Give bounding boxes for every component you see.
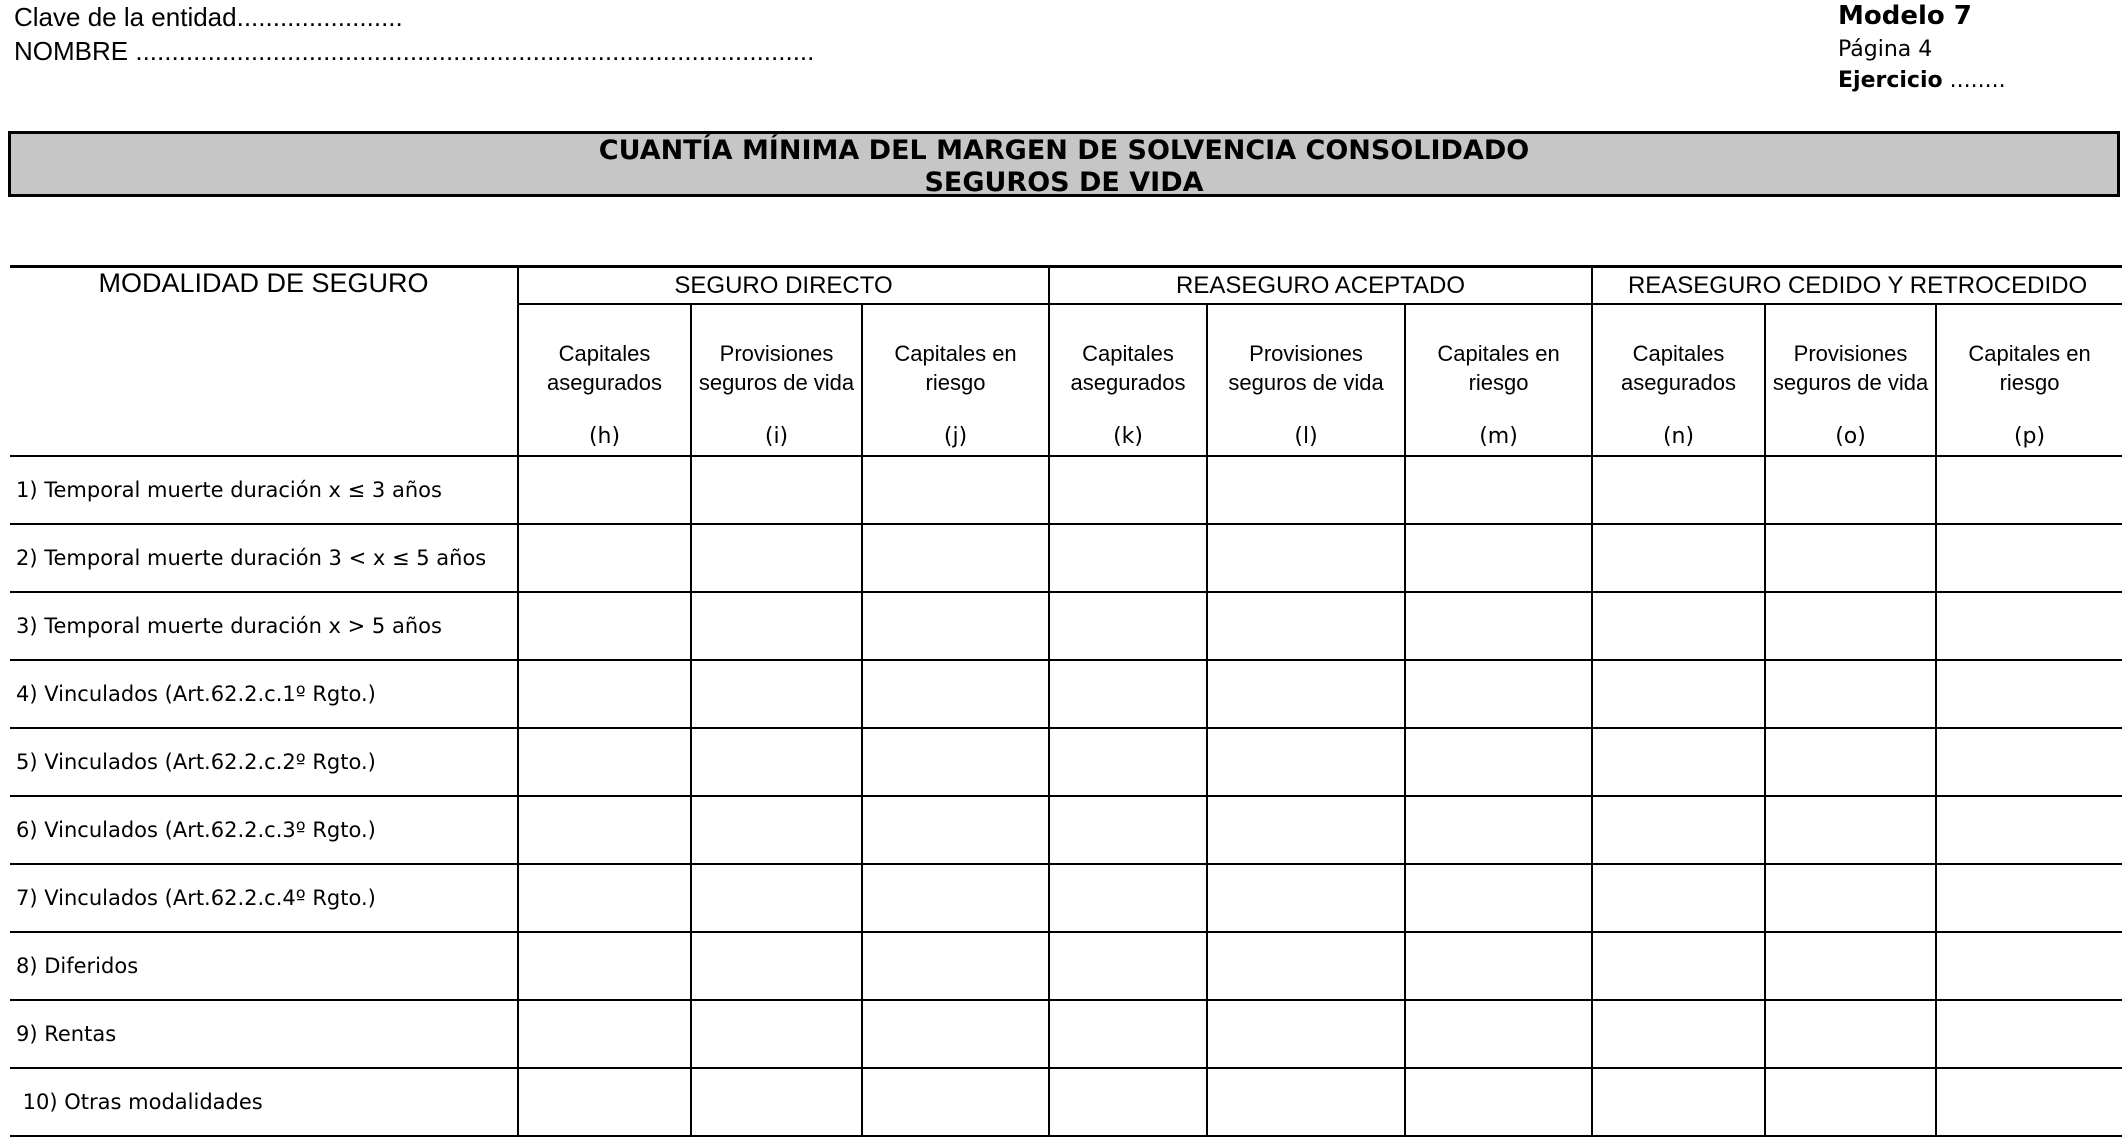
modelo-label: Modelo 7 [1838, 1, 1972, 31]
page-number: Página 4 [1838, 37, 1933, 62]
group-reaseguro-cedido: REASEGURO CEDIDO Y RETROCEDIDO [1592, 267, 2122, 305]
input-cell-p[interactable] [1936, 592, 2122, 660]
input-cell-i[interactable] [691, 456, 862, 524]
input-cell-j[interactable] [862, 796, 1049, 864]
table-row [10, 592, 2122, 660]
row-label: 8) Diferidos [10, 932, 518, 1000]
column-header-o [1765, 304, 1936, 456]
input-cell-n[interactable] [1592, 932, 1765, 1000]
input-cell-p[interactable] [1936, 456, 2122, 524]
input-cell-m[interactable] [1405, 524, 1592, 592]
input-cell-h[interactable] [518, 660, 691, 728]
column-label: Capitales en riesgo [1437, 341, 1560, 395]
column-label: Capitales asegurados [1070, 341, 1186, 395]
input-cell-n[interactable] [1592, 660, 1765, 728]
input-cell-o[interactable] [1765, 1000, 1936, 1068]
input-cell-l[interactable] [1207, 932, 1405, 1000]
group-reaseguro-aceptado: REASEGURO ACEPTADO [1049, 267, 1592, 305]
input-cell-o[interactable] [1765, 592, 1936, 660]
title-line-1: CUANTÍA MÍNIMA DEL MARGEN DE SOLVENCIA CONSOLIDADO [598, 135, 1530, 166]
input-cell-p[interactable] [1936, 524, 2122, 592]
input-cell-h[interactable] [518, 592, 691, 660]
table-row [10, 1068, 2122, 1136]
input-cell-h[interactable] [518, 728, 691, 796]
input-cell-m[interactable] [1405, 728, 1592, 796]
input-cell-o[interactable] [1765, 796, 1936, 864]
column-letter: (h) [588, 424, 621, 449]
input-cell-p[interactable] [1936, 1068, 2122, 1136]
entity-header [14, 0, 814, 68]
input-cell-i[interactable] [691, 1000, 862, 1068]
input-cell-i[interactable] [691, 524, 862, 592]
column-letter: (n) [1662, 424, 1695, 449]
table-row [10, 864, 2122, 932]
input-cell-l[interactable] [1207, 660, 1405, 728]
column-header-p [1936, 304, 2122, 456]
input-cell-h[interactable] [518, 1068, 691, 1136]
input-cell-k[interactable] [1049, 660, 1207, 728]
input-cell-j[interactable] [862, 728, 1049, 796]
column-letter: (j) [943, 424, 968, 449]
input-cell-p[interactable] [1936, 660, 2122, 728]
input-cell-m[interactable] [1405, 592, 1592, 660]
input-cell-l[interactable] [1207, 1068, 1405, 1136]
column-label: Provisiones seguros de vida [698, 341, 855, 395]
nombre-line: NOMBRE .............................................................................................. [14, 36, 815, 66]
row-label: 6) Vinculados (Art.62.2.c.3º Rgto.) [10, 796, 518, 864]
input-cell-i[interactable] [691, 728, 862, 796]
column-header-k [1049, 304, 1207, 456]
clave-entidad-line: Clave de la entidad....................... [14, 2, 403, 32]
column-label: Capitales asegurados [547, 341, 662, 395]
input-cell-m[interactable] [1405, 1000, 1592, 1068]
row-label: 1) Temporal muerte duración x ≤ 3 años [10, 456, 518, 524]
column-letter: (k) [1113, 424, 1143, 449]
column-label: Provisiones seguros de vida [1228, 341, 1384, 395]
column-header-n [1592, 304, 1765, 456]
input-cell-p[interactable] [1936, 932, 2122, 1000]
ejercicio-dots: ........ [1942, 68, 2006, 93]
input-cell-k[interactable] [1049, 796, 1207, 864]
row-label: 7) Vinculados (Art.62.2.c.4º Rgto.) [10, 864, 518, 932]
input-cell-o[interactable] [1765, 864, 1936, 932]
input-cell-o[interactable] [1765, 456, 1936, 524]
input-cell-o[interactable] [1765, 728, 1936, 796]
input-cell-p[interactable] [1936, 796, 2122, 864]
column-label: Provisiones seguros de vida [1772, 341, 1929, 395]
input-cell-k[interactable] [1049, 728, 1207, 796]
input-cell-h[interactable] [518, 1000, 691, 1068]
input-cell-l[interactable] [1207, 592, 1405, 660]
input-cell-k[interactable] [1049, 1068, 1207, 1136]
row-label: 10) Otras modalidades [10, 1068, 518, 1136]
input-cell-p[interactable] [1936, 728, 2122, 796]
input-cell-j[interactable] [862, 592, 1049, 660]
input-cell-n[interactable] [1592, 728, 1765, 796]
row-label: 4) Vinculados (Art.62.2.c.1º Rgto.) [10, 660, 518, 728]
input-cell-k[interactable] [1049, 864, 1207, 932]
column-header-j [862, 304, 1049, 456]
model-header [1838, 0, 2006, 96]
input-cell-h[interactable] [518, 524, 691, 592]
input-cell-n[interactable] [1592, 864, 1765, 932]
input-cell-n[interactable] [1592, 592, 1765, 660]
input-cell-i[interactable] [691, 864, 862, 932]
input-cell-i[interactable] [691, 932, 862, 1000]
column-letter: (o) [1835, 424, 1866, 449]
row-label: 2) Temporal muerte duración 3 < x ≤ 5 años [10, 524, 518, 592]
title-line-2: SEGUROS DE VIDA [924, 167, 1204, 198]
table-row [10, 728, 2122, 796]
input-cell-m[interactable] [1405, 1068, 1592, 1136]
group-seguro-directo: SEGURO DIRECTO [518, 267, 1049, 305]
input-cell-l[interactable] [1207, 728, 1405, 796]
column-header-l [1207, 304, 1405, 456]
column-label: Capitales asegurados [1621, 341, 1737, 395]
table-row [10, 456, 2122, 524]
input-cell-m[interactable] [1405, 864, 1592, 932]
ejercicio-line [1838, 66, 2006, 96]
table-row [10, 932, 2122, 1000]
row-label: 9) Rentas [10, 1000, 518, 1068]
ejercicio-label: Ejercicio [1838, 68, 1943, 93]
input-cell-n[interactable] [1592, 524, 1765, 592]
input-cell-o[interactable] [1765, 1068, 1936, 1136]
column-letter: (m) [1479, 424, 1518, 449]
input-cell-h[interactable] [518, 456, 691, 524]
row-label: 5) Vinculados (Art.62.2.c.2º Rgto.) [10, 728, 518, 796]
column-header-m [1405, 304, 1592, 456]
modalidad-header: MODALIDAD DE SEGURO [10, 267, 518, 457]
input-cell-h[interactable] [518, 864, 691, 932]
input-cell-i[interactable] [691, 1068, 862, 1136]
input-cell-j[interactable] [862, 456, 1049, 524]
row-label: 3) Temporal muerte duración x > 5 años [10, 592, 518, 660]
table-row [10, 524, 2122, 592]
input-cell-h[interactable] [518, 796, 691, 864]
input-cell-k[interactable] [1049, 592, 1207, 660]
column-header-h [518, 304, 691, 456]
input-cell-l[interactable] [1207, 456, 1405, 524]
column-label: Capitales en riesgo [894, 341, 1017, 395]
input-cell-k[interactable] [1049, 932, 1207, 1000]
input-cell-i[interactable] [691, 796, 862, 864]
input-cell-o[interactable] [1765, 932, 1936, 1000]
input-cell-l[interactable] [1207, 524, 1405, 592]
input-cell-k[interactable] [1049, 456, 1207, 524]
input-cell-m[interactable] [1405, 932, 1592, 1000]
input-cell-m[interactable] [1405, 660, 1592, 728]
input-cell-k[interactable] [1049, 1000, 1207, 1068]
table-row [10, 1000, 2122, 1068]
input-cell-j[interactable] [862, 864, 1049, 932]
input-cell-j[interactable] [862, 524, 1049, 592]
input-cell-p[interactable] [1936, 864, 2122, 932]
solvency-table [10, 265, 2122, 1137]
input-cell-l[interactable] [1207, 1000, 1405, 1068]
column-label: Capitales en riesgo [1968, 341, 2091, 395]
input-cell-o[interactable] [1765, 524, 1936, 592]
column-header-i [691, 304, 862, 456]
input-cell-m[interactable] [1405, 796, 1592, 864]
input-cell-j[interactable] [862, 1000, 1049, 1068]
input-cell-n[interactable] [1592, 456, 1765, 524]
input-cell-j[interactable] [862, 1068, 1049, 1136]
input-cell-l[interactable] [1207, 864, 1405, 932]
title-box [8, 131, 2120, 197]
table-row [10, 796, 2122, 864]
input-cell-h[interactable] [518, 932, 691, 1000]
input-cell-j[interactable] [862, 660, 1049, 728]
input-cell-n[interactable] [1592, 1068, 1765, 1136]
input-cell-m[interactable] [1405, 456, 1592, 524]
input-cell-p[interactable] [1936, 1000, 2122, 1068]
input-cell-l[interactable] [1207, 796, 1405, 864]
input-cell-n[interactable] [1592, 1000, 1765, 1068]
input-cell-o[interactable] [1765, 660, 1936, 728]
input-cell-n[interactable] [1592, 796, 1765, 864]
input-cell-j[interactable] [862, 932, 1049, 1000]
column-letter: (p) [2013, 424, 2046, 449]
table-row [10, 660, 2122, 728]
input-cell-i[interactable] [691, 660, 862, 728]
input-cell-i[interactable] [691, 592, 862, 660]
input-cell-k[interactable] [1049, 524, 1207, 592]
column-letter: (i) [764, 424, 789, 449]
column-letter: (l) [1294, 424, 1318, 449]
